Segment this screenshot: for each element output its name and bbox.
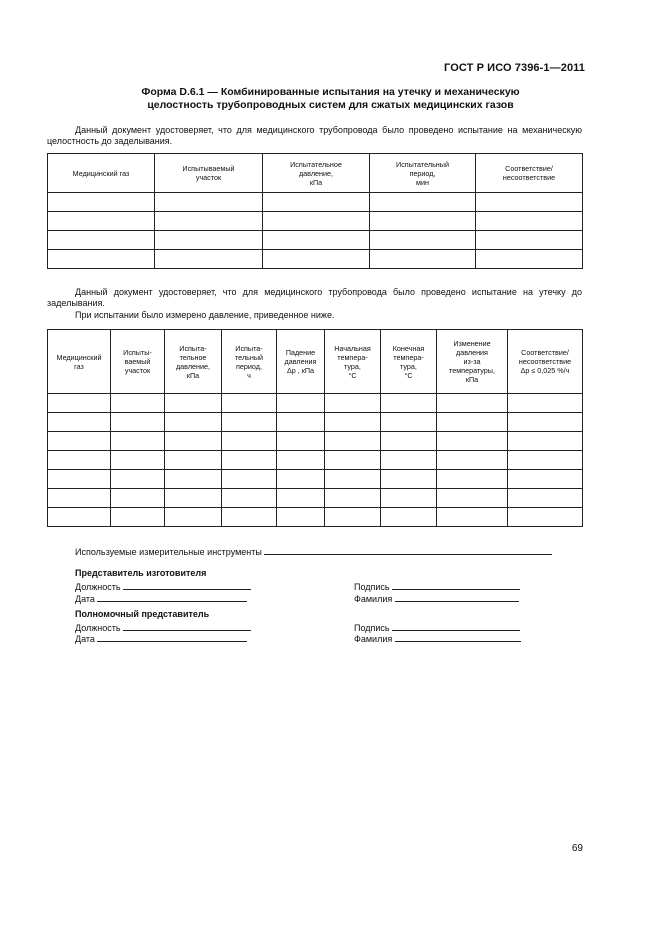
table-cell[interactable] — [263, 231, 370, 250]
table-cell[interactable] — [111, 489, 165, 508]
manufacturer-signature-line[interactable] — [392, 580, 520, 590]
instruments-label: Используемые измерительные инструменты — [75, 547, 262, 557]
authorized-surname-label: Фамилия — [354, 634, 393, 644]
table-cell[interactable] — [165, 508, 222, 527]
table-cell[interactable] — [222, 432, 277, 451]
table-cell[interactable] — [508, 470, 583, 489]
table-cell[interactable] — [48, 413, 111, 432]
column-header-line: ч — [247, 370, 251, 380]
table-cell[interactable] — [370, 250, 476, 269]
authorized-date-label: Дата — [75, 634, 95, 644]
table-row — [48, 413, 583, 432]
authorized-date-field — [75, 632, 247, 645]
table-row — [48, 394, 583, 413]
table-cell[interactable] — [155, 212, 263, 231]
table-cell[interactable] — [381, 508, 437, 527]
table-cell[interactable] — [381, 470, 437, 489]
column-header-line: Испытываемый — [182, 164, 235, 173]
column-header — [476, 154, 583, 193]
table-cell[interactable] — [48, 212, 155, 231]
column-header-line: Испыта- — [179, 343, 207, 353]
table-cell[interactable] — [48, 231, 155, 250]
column-header-line: давления — [456, 348, 488, 357]
table-cell[interactable] — [381, 451, 437, 470]
table-cell[interactable] — [325, 470, 381, 489]
column-header-line: давление, — [175, 361, 210, 371]
column-header — [165, 330, 222, 394]
table-cell[interactable] — [165, 451, 222, 470]
table-cell[interactable] — [222, 413, 277, 432]
table-cell[interactable] — [325, 489, 381, 508]
column-header-line: тельное — [179, 352, 207, 362]
table-cell[interactable] — [155, 250, 263, 269]
table-cell[interactable] — [508, 451, 583, 470]
column-header-line: Испыта- — [235, 343, 263, 353]
column-header-line: Конечная — [392, 343, 425, 353]
table-cell[interactable] — [165, 489, 222, 508]
table-cell[interactable] — [476, 212, 583, 231]
table-cell[interactable] — [381, 394, 437, 413]
table-cell[interactable] — [263, 212, 370, 231]
table-cell[interactable] — [111, 470, 165, 489]
table-cell[interactable] — [48, 250, 155, 269]
table-cell[interactable] — [508, 413, 583, 432]
table-header-row — [48, 154, 583, 193]
column-header-line: Начальная — [334, 343, 371, 353]
column-header-line: °C — [348, 370, 357, 380]
section1-paragraph — [47, 125, 582, 147]
table-cell[interactable] — [155, 231, 263, 250]
table-cell[interactable] — [277, 470, 325, 489]
column-header — [437, 330, 508, 394]
table-cell[interactable] — [508, 489, 583, 508]
instruments-field — [75, 545, 552, 558]
authorized-signature-label: Подпись — [354, 623, 390, 633]
table-cell[interactable] — [277, 451, 325, 470]
table-cell[interactable] — [222, 508, 277, 527]
table-cell[interactable] — [48, 451, 111, 470]
table-cell[interactable] — [277, 432, 325, 451]
column-header-line: кПа — [309, 177, 323, 187]
table-cell[interactable] — [437, 451, 508, 470]
table-cell[interactable] — [325, 451, 381, 470]
manufacturer-date-line[interactable] — [97, 592, 247, 602]
column-header-line: Соответствие/ — [505, 164, 553, 173]
column-header-line: тельный — [234, 352, 264, 362]
table-cell[interactable] — [508, 508, 583, 527]
column-header-line: Δp ≤ 0,025 %/ч — [520, 366, 570, 375]
table-cell[interactable] — [111, 451, 165, 470]
table-row — [48, 470, 583, 489]
column-header-line: тура, — [344, 361, 361, 371]
table-cell[interactable] — [437, 470, 508, 489]
manufacturer-date-label: Дата — [75, 594, 95, 604]
section2-paragraph — [47, 287, 582, 309]
column-header-line: мин — [416, 177, 429, 187]
authorized-surname-line[interactable] — [395, 632, 521, 642]
table-cell[interactable] — [48, 193, 155, 212]
table-row — [48, 250, 583, 269]
table-cell[interactable] — [381, 432, 437, 451]
column-header — [508, 330, 583, 394]
table-cell[interactable] — [476, 231, 583, 250]
column-header-line: участок — [195, 173, 222, 182]
column-header — [111, 330, 165, 394]
table-row — [48, 212, 583, 231]
table-cell[interactable] — [277, 508, 325, 527]
table-cell[interactable] — [165, 470, 222, 489]
leak-test-table — [47, 329, 583, 527]
column-header-line: газ — [74, 361, 84, 371]
authorized-position-line[interactable] — [123, 621, 251, 631]
column-header — [370, 154, 476, 193]
column-header-line: Медицинский газ — [72, 168, 130, 178]
authorized-surname-field — [354, 632, 521, 645]
table-cell[interactable] — [508, 394, 583, 413]
table-cell[interactable] — [111, 394, 165, 413]
table-cell[interactable] — [370, 193, 476, 212]
section2-paragraph-2-text: При испытании было измерено давление, приведенное ниже. — [75, 310, 335, 320]
form-title — [60, 86, 601, 112]
table-cell[interactable] — [325, 508, 381, 527]
column-header-line: несоответствие — [502, 173, 556, 182]
table-cell[interactable] — [222, 470, 277, 489]
table-cell[interactable] — [437, 394, 508, 413]
table-row — [48, 489, 583, 508]
instruments-line[interactable] — [264, 545, 552, 555]
table-cell[interactable] — [48, 489, 111, 508]
column-header-line: несоответствие — [518, 357, 572, 366]
table-cell[interactable] — [325, 394, 381, 413]
table-row — [48, 508, 583, 527]
table-cell[interactable] — [48, 508, 111, 527]
table-cell[interactable] — [370, 212, 476, 231]
column-header-line: кПа — [186, 370, 200, 380]
column-header-line: Испыты- — [123, 348, 152, 357]
column-header-line: давления — [284, 357, 317, 366]
table-row — [48, 231, 583, 250]
table-cell[interactable] — [277, 489, 325, 508]
table-cell[interactable] — [222, 451, 277, 470]
form-title-line-1: Форма D.6.1 — Комбинированные испытания на утечку и механическую — [141, 86, 520, 98]
column-header-line: давление, — [298, 168, 333, 178]
column-header-line: темпера- — [337, 352, 368, 362]
manufacturer-heading: Представитель изготовителя — [75, 568, 207, 578]
column-header-line: Медицинский — [56, 352, 102, 362]
authorized-signature-line[interactable] — [392, 621, 520, 631]
column-header-line: Изменение — [453, 339, 491, 348]
column-header — [222, 330, 277, 394]
section2-paragraph-2 — [47, 310, 582, 321]
table-cell[interactable] — [437, 432, 508, 451]
page-number: 69 — [571, 843, 583, 854]
column-header — [48, 154, 155, 193]
manufacturer-surname-field — [354, 592, 519, 605]
authorized-date-line[interactable] — [97, 632, 247, 642]
column-header — [155, 154, 263, 193]
table-header-row — [48, 330, 583, 394]
column-header-line: Падение — [285, 348, 316, 357]
column-header-line: участок — [124, 366, 151, 375]
column-header-line: Соответствие/ — [521, 348, 569, 357]
table-cell[interactable] — [437, 413, 508, 432]
section2-paragraph-text: Данный документ удостоверяет, что для медицинского трубопровода было проведено испытание на утечку до заделывания. — [47, 287, 582, 308]
table-cell[interactable] — [325, 432, 381, 451]
manufacturer-date-field — [75, 592, 247, 605]
table-row — [48, 193, 583, 212]
column-header — [277, 330, 325, 394]
column-header-line: темпера- — [393, 352, 424, 362]
table-cell[interactable] — [48, 432, 111, 451]
manufacturer-position-label: Должность — [75, 582, 121, 592]
manufacturer-signature-label: Подпись — [354, 582, 390, 592]
table-cell[interactable] — [48, 470, 111, 489]
table-cell[interactable] — [437, 508, 508, 527]
column-header-line: Испытательное — [290, 159, 342, 169]
table-cell[interactable] — [165, 413, 222, 432]
column-header — [381, 330, 437, 394]
table-cell[interactable] — [263, 250, 370, 269]
column-header-line: из-за — [463, 357, 481, 366]
table-cell[interactable] — [263, 193, 370, 212]
table-cell[interactable] — [508, 432, 583, 451]
authorized-heading: Полномочный представитель — [75, 609, 210, 619]
column-header — [325, 330, 381, 394]
table-cell[interactable] — [222, 394, 277, 413]
table-row — [48, 451, 583, 470]
section1-paragraph-text: Данный документ удостоверяет, что для медицинского трубопровода было проведено испытание на механическую целостность до заделывания. — [47, 125, 582, 146]
table-cell[interactable] — [277, 394, 325, 413]
mechanical-integrity-table — [47, 153, 583, 269]
column-header-line: ваемый — [124, 357, 151, 366]
table-cell[interactable] — [165, 394, 222, 413]
table-cell[interactable] — [476, 193, 583, 212]
table-cell[interactable] — [222, 489, 277, 508]
manufacturer-surname-line[interactable] — [395, 592, 519, 602]
table-cell[interactable] — [437, 489, 508, 508]
column-header — [48, 330, 111, 394]
column-header-line: кПа — [465, 375, 479, 384]
column-header-line: температуры, — [449, 366, 495, 375]
table-cell[interactable] — [111, 413, 165, 432]
table-cell[interactable] — [381, 489, 437, 508]
table-cell[interactable] — [277, 413, 325, 432]
table-cell[interactable] — [111, 508, 165, 527]
table-cell[interactable] — [111, 432, 165, 451]
column-header-line: тура, — [400, 361, 417, 371]
table-row — [48, 432, 583, 451]
table-cell[interactable] — [325, 413, 381, 432]
table-cell[interactable] — [381, 413, 437, 432]
table-cell[interactable] — [155, 193, 263, 212]
table-cell[interactable] — [48, 394, 111, 413]
table-cell[interactable] — [476, 250, 583, 269]
column-header-line: период, — [236, 361, 262, 371]
column-header-line: Испытательный — [396, 159, 449, 169]
authorized-position-label: Должность — [75, 623, 121, 633]
table-cell[interactable] — [370, 231, 476, 250]
table-cell[interactable] — [165, 432, 222, 451]
column-header-line: Δp , кПа — [286, 366, 315, 375]
manufacturer-surname-label: Фамилия — [354, 594, 393, 604]
column-header — [263, 154, 370, 193]
manufacturer-position-line[interactable] — [123, 580, 251, 590]
form-title-line-2: целостность трубопроводных систем для сжатых медицинских газов — [147, 99, 514, 111]
column-header-line: °C — [404, 370, 413, 380]
document-code: ГОСТ Р ИСО 7396-1—2011 — [444, 62, 585, 74]
column-header-line: период, — [409, 168, 436, 178]
